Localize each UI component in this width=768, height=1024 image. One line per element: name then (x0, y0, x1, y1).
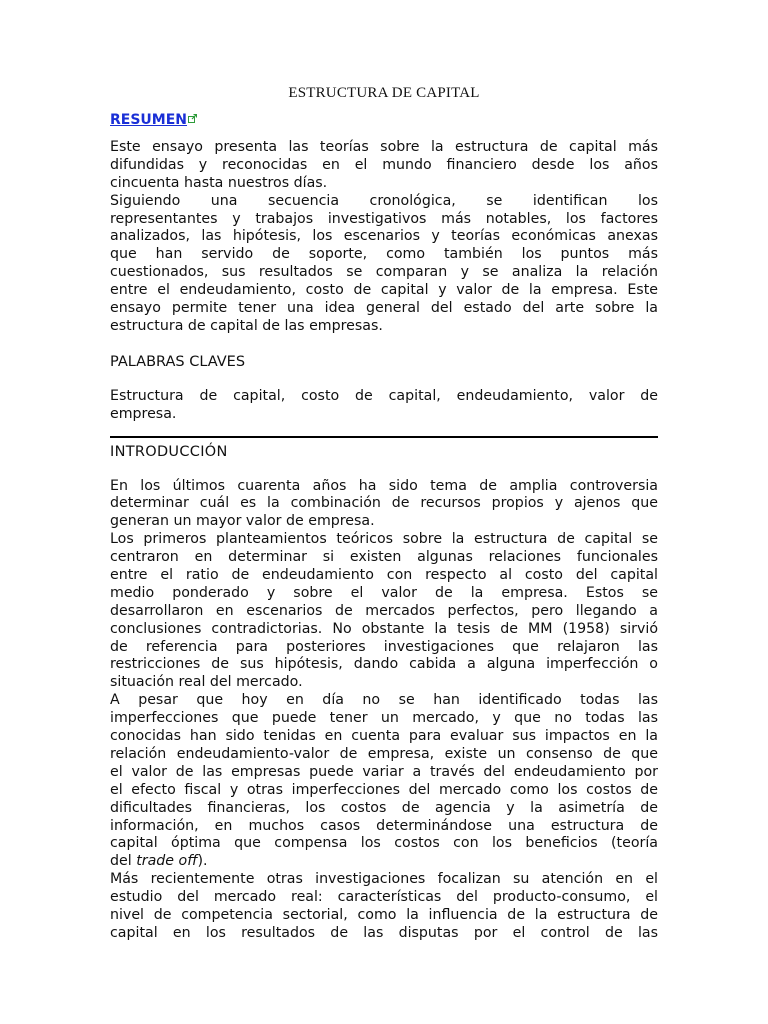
document-title: ESTRUCTURA DE CAPITAL (288, 85, 480, 101)
text-line: cuestionados, sus resultados se comparan y se analiza la relación (110, 264, 658, 281)
text-line: difundidas y reconocidas en el mundo financiero desde los años (110, 156, 658, 173)
text-line: entre el endeudamiento, costo de capital y valor de la empresa. Este (110, 282, 658, 299)
text-line: cincuenta hasta nuestros días. (110, 174, 328, 191)
text-line: que han servido de soporte, como también los puntos más (110, 246, 658, 263)
text-line: estudio del mercado real: características del producto-consumo, el (110, 889, 658, 906)
text-line: relación endeudamiento-valor de empresa, existe un consenso de que (110, 745, 658, 762)
text-line: Más recientemente otras investigaciones focalizan su atención en el (110, 871, 658, 888)
introduction-heading: INTRODUCCIÓN (110, 443, 228, 460)
text-line: información, en muchos casos determinándose una estructura de (110, 817, 658, 834)
text-line: desarrollaron en escenarios de mercados perfectos, pero llegando a (110, 602, 658, 619)
resumen-link[interactable]: RESUMEN (110, 112, 188, 128)
text-line: capital óptima que compensa los costos con los beneficios (teoría (110, 835, 658, 852)
text-line: representantes y trabajos investigativos más notables, los factores (110, 210, 658, 227)
text-line: Los primeros planteamientos teóricos sobre la estructura de capital se (110, 531, 658, 548)
text-line: capital en los resultados de las disputas por el control de las (110, 924, 658, 941)
text-line: restricciones de sus hipótesis, dando cabida a alguna imperfección o (110, 656, 658, 673)
resumen-link-row (110, 108, 658, 129)
keywords-heading: PALABRAS CLAVES (110, 353, 246, 370)
text-line: analizados, las hipótesis, los escenarios y teorías económicas anexas (110, 228, 658, 245)
text-line: Siguiendo una secuencia cronológica, se identifican los (110, 192, 658, 209)
text-line: conocidas han sido tenidas en cuenta para evaluar sus impactos en la (110, 728, 658, 745)
text-line: entre el ratio de endeudamiento con respecto al costo del capital (110, 567, 658, 584)
text-line: centraron en determinar si existen algunas relaciones funcionales (110, 549, 658, 566)
section-divider (110, 436, 658, 438)
keywords-paragraph (110, 388, 658, 424)
introduction-paragraph (110, 478, 658, 943)
external-link-icon[interactable] (188, 108, 197, 117)
text-line: determinar cuál es la combinación de recursos propios y ajenos que (110, 495, 658, 512)
text-line: A pesar que hoy en día no se han identificado todas las (110, 692, 658, 709)
text-line: nivel de competencia sectorial, como la influencia de la estructura de (110, 906, 658, 923)
text-line: el efecto fiscal y otras imperfecciones del mercado como los costos de (110, 781, 658, 798)
document-page (110, 84, 658, 943)
text-line: conclusiones contradictorias. No obstante la tesis de MM (1958) sirvió (110, 620, 658, 637)
text-line: imperfecciones que puede tener un mercado, y que no todas las (110, 710, 658, 727)
text-line: Este ensayo presenta las teorías sobre la estructura de capital más (110, 139, 658, 155)
resumen-paragraph (110, 139, 658, 336)
text-line: el valor de las empresas puede variar a través del endeudamiento por (110, 763, 658, 780)
text-line: situación real del mercado. (110, 674, 303, 691)
text-line: de referencia para posteriores investigaciones que relajaron las (110, 638, 658, 655)
text-line: Estructura de capital, costo de capital, endeudamiento, valor de (110, 387, 658, 404)
trade-off-term: trade off (136, 853, 198, 870)
text-line: estructura de capital de las empresas. (110, 317, 383, 334)
text-line: dificultades financieras, los costos de agencia y la asimetría de (110, 799, 658, 816)
text-line: medio ponderado y sobre el valor de la empresa. Estos se (110, 584, 658, 601)
text-line: En los últimos cuarenta años ha sido tema de amplia controversia (110, 477, 658, 494)
text-line: generan un mayor valor de empresa. (110, 513, 375, 530)
text-line: del trade off). (110, 853, 208, 870)
text-line: empresa. (110, 405, 177, 422)
text-line: ensayo permite tener una idea general del estado del arte sobre la (110, 300, 658, 317)
